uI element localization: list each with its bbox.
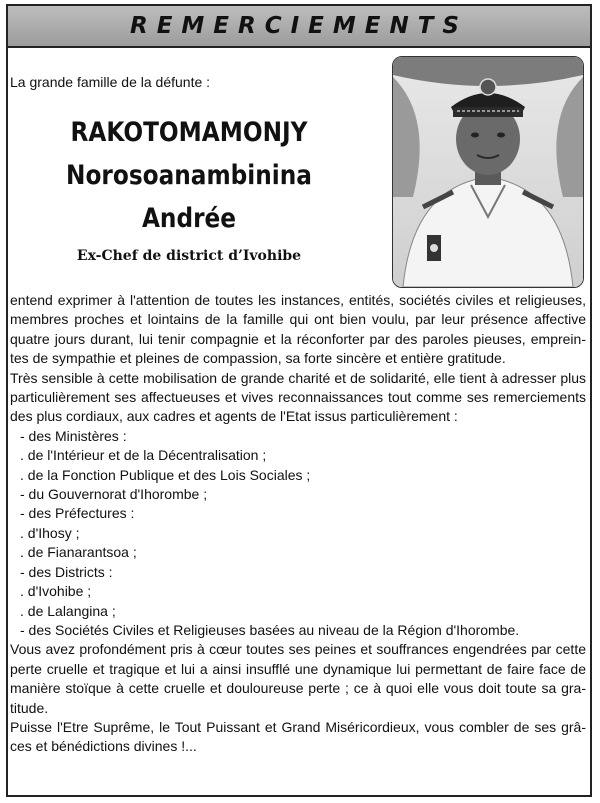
list-item: - des Ministères : bbox=[20, 427, 127, 444]
intro-text: La grande famille de la défunte : bbox=[10, 74, 211, 90]
list-item: . de la Fonction Publique et des Lois Sociales ; bbox=[20, 466, 311, 483]
list-item: - du Gouvernorat d'Ihorombe ; bbox=[20, 486, 208, 503]
list-item: . de Fianarantsoa ; bbox=[20, 544, 137, 561]
deceased-role: Ex-Chef de district d’Ivohibe bbox=[76, 248, 302, 264]
header-bar bbox=[8, 6, 590, 48]
deceased-surname: RAKOTOMAMONJY bbox=[70, 117, 308, 148]
portrait-photo bbox=[392, 56, 584, 288]
list-item: . de Lalangina ; bbox=[20, 602, 116, 619]
notice-title: REMERCIEMENTS bbox=[130, 13, 468, 39]
deceased-first-name: Norosoanambinina bbox=[66, 160, 312, 191]
deceased-second-name: Andrée bbox=[141, 203, 237, 234]
paragraph-gratitude: entend exprimer à l'attention de toutes les instances, entités, sociétés civiles et religieuses, membres proches et lointains de la famille qui ont bien voulu, par leur présence affective quatre jours durant, lui tenir compagnie et la réconforter par des paroles pieuses, emprein-tes de sympathie et pleines de compassion, sa forte sincère et entière gratitude. bbox=[10, 292, 586, 367]
paragraph-blessing: Puisse l'Etre Suprême, le Tout Puissant et Grand Miséricordieux, vous combler de ses grâ-ces et bénédictions divines !... bbox=[10, 718, 586, 755]
paragraph-acknowledgement: Très sensible à cette mobilisation de grande charité et de solidarité, elle tient à adresser plus particulièrement ses affectueuses et vives reconnaissances tout comme ses remerciements des plus cordiaux, aux cadres et agents de l'Etat issus particulièrement : bbox=[10, 369, 586, 425]
list-item: . d'Ihosy ; bbox=[20, 524, 80, 541]
paragraph-compassion: Vous avez profondément pris à cœur toutes ses peines et souffrances engendrées par cette perte cruelle et tragique et lui a ainsi insufflé une dynamique lui permettant de faire face de manière stoïque à cette cruelle et douloureuse perte ; ce à quoi elle vous doit toute sa gra-titude. bbox=[10, 641, 586, 716]
list-item: - des Préfectures : bbox=[20, 505, 135, 522]
list-item: . de l'Intérieur et de la Décentralisation ; bbox=[20, 447, 267, 464]
list-item: . d'Ivohibe ; bbox=[20, 583, 92, 600]
portrait-illustration bbox=[393, 57, 583, 287]
list-item: - des Districts : bbox=[20, 563, 113, 580]
body-text bbox=[10, 291, 586, 757]
list-item: - des Sociétés Civiles et Religieuses basées au niveau de la Région d'Ihorombe. bbox=[20, 621, 520, 638]
